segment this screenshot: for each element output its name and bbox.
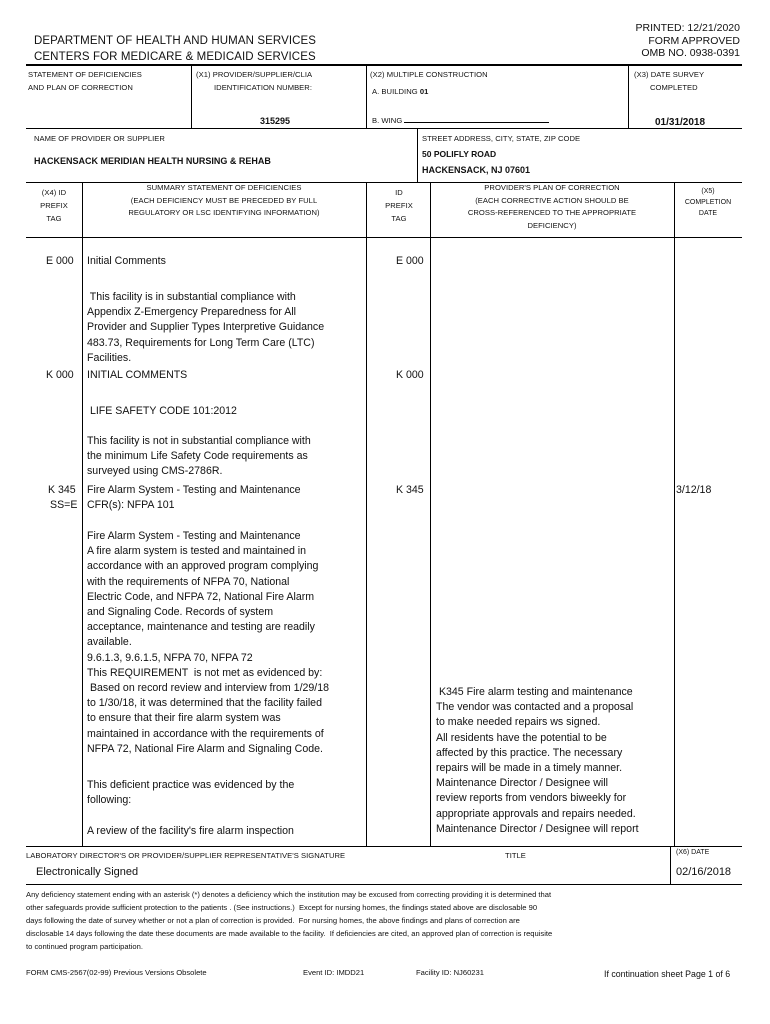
k345-text: Fire Alarm System - Testing and Maintenance A fire alarm system is tested and maintained in accordance with an approved program complying with the requirements of NFPA 70, National Electric Code, and NFPA 72, National Fire Alarm and Signaling Code. Records of system acceptance, maintenance and testing are readily available. 9.6.1.3, 9.6.1.5, NFPA 70, NFPA 72 This REQUIREMENT is not met as evidenced by: Based on record review and interview from 1/29/18 to 1/30/18, it was determined that the facility failed to ensure that their fire alarm system was maintained in accordance with the requirements of NFPA 72, National Fire Alarm and Signaling Code. xyxy=(87,530,330,755)
x1-label-2: IDENTIFICATION NUMBER: xyxy=(214,83,312,92)
sig-date-divider xyxy=(670,847,671,884)
address-line-1: 50 POLIFLY ROAD xyxy=(422,149,497,159)
tag-k345: K 345 xyxy=(48,484,76,496)
wing-blank xyxy=(404,115,549,123)
col-line-2 xyxy=(366,183,367,846)
id-header xyxy=(376,186,422,225)
tag-k345-plan: K 345 xyxy=(396,484,424,496)
x4-header-3: TAG xyxy=(46,214,62,223)
printed-block xyxy=(636,22,740,60)
sig-bottom-rule xyxy=(26,884,742,885)
col-line-4 xyxy=(674,183,675,846)
disclaimer: Any deficiency statement ending with an asterisk (*) denotes a deficiency which the institution may be excused from correcting providing it is determined that other safeguards provide sufficient protection to the patients . (See instructions.) Except for nursing homes, the findings stated above are disclosable 90 days following the date of survey whether or not a plan of correction is provided. For nursing homes, the above findings and plans of correction are disclosable 14 days following the date these documents are made available to the facility. If deficiencies are cited, an approved plan of correction is requisite to continued program participation. xyxy=(26,890,553,951)
x5-header-1: (X5) xyxy=(701,188,715,195)
x3-label-2: COMPLETED xyxy=(650,83,698,92)
col-line-3 xyxy=(430,183,431,846)
plan-header xyxy=(432,182,672,232)
stmt-label-2: AND PLAN OF CORRECTION xyxy=(28,83,133,92)
event-id xyxy=(303,968,364,977)
provider-id-number: 315295 xyxy=(260,116,291,126)
id-header-3: TAG xyxy=(391,214,407,223)
id-header-2: PREFIX xyxy=(385,201,413,210)
tag-k000-plan: K 000 xyxy=(396,369,424,381)
e000-title: Initial Comments xyxy=(87,255,166,267)
building-value: 01 xyxy=(419,87,429,96)
e000-text: This facility is in substantial compliance with Appendix Z-Emergency Preparedness for All Provider and Supplier Types Interpretive Guidance 483.73, Requirements for Long Term Care (LTC) Facilities. xyxy=(87,291,325,364)
event-id-value: IMDD21 xyxy=(336,968,365,977)
provider-label: NAME OF PROVIDER OR SUPPLIER xyxy=(34,134,165,143)
k345-title: Fire Alarm System - Testing and Maintenance CFR(s): NFPA 101 xyxy=(87,484,301,512)
plan-header-2: (EACH CORRECTIVE ACTION SHOULD BE xyxy=(475,195,629,205)
form-number: FORM CMS-2567(02-99) Previous Versions Obsolete xyxy=(26,968,207,977)
department-line: DEPARTMENT OF HEALTH AND HUMAN SERVICES xyxy=(34,35,317,47)
rule-4 xyxy=(26,237,742,238)
summary-header-2: (EACH DEFICIENCY MUST BE PRECEDED BY FULL xyxy=(130,195,318,205)
x5-header xyxy=(676,186,740,219)
omb-number: OMB NO. 0938-0391 xyxy=(641,47,740,59)
tag-k345-scope: SS=E xyxy=(50,499,78,511)
stmt-label-1: STATEMENT OF DEFICIENCIES xyxy=(28,70,142,79)
sig-date-value: 02/16/2018 xyxy=(676,866,732,878)
building-label: A. BUILDING xyxy=(372,87,418,96)
plan-header-4: DEFICIENCY) xyxy=(527,220,577,230)
k345-text-3: A review of the facility's fire alarm inspection xyxy=(87,825,294,837)
plan-header-3: CROSS-REFERENCED TO THE APPROPRIATE xyxy=(467,208,637,217)
facility-id-value: NJ60231 xyxy=(453,968,484,977)
sig-date-label: (X6) DATE xyxy=(676,849,710,856)
summary-header-1: SUMMARY STATEMENT OF DEFICIENCIES xyxy=(146,183,302,192)
id-header-1: ID xyxy=(395,188,403,197)
x5-header-3: DATE xyxy=(698,210,718,217)
top-rule xyxy=(26,64,742,66)
address-line-2: HACKENSACK, NJ 07601 xyxy=(422,165,531,175)
survey-date: 01/31/2018 xyxy=(655,117,706,128)
continuation-note: If continuation sheet Page 1 of 6 xyxy=(604,969,731,979)
x4-header-1: (X4) ID xyxy=(41,188,67,197)
vline-3 xyxy=(628,65,629,129)
completion-date: 3/12/18 xyxy=(676,484,712,496)
building-row xyxy=(372,86,428,97)
sig-top-rule xyxy=(26,846,742,847)
wing-row xyxy=(372,115,549,126)
provider-name: HACKENSACK MERIDIAN HEALTH NURSING & REHAB xyxy=(34,156,271,166)
vline-4 xyxy=(417,129,418,183)
k345-text-2: This deficient practice was evidenced by the following: xyxy=(87,779,295,807)
wing-label: B. WING xyxy=(372,116,403,125)
plan-header-1: PROVIDER'S PLAN OF CORRECTION xyxy=(484,183,620,192)
agency-line: CENTERS FOR MEDICARE & MEDICAID SERVICES xyxy=(34,51,316,63)
tag-e000-plan: E 000 xyxy=(396,255,424,267)
vline-1 xyxy=(191,65,192,129)
k000-text-1: LIFE SAFETY CODE 101:2012 xyxy=(87,405,237,417)
printed-date: PRINTED: 12/21/2020 xyxy=(635,22,740,34)
address-label: STREET ADDRESS, CITY, STATE, ZIP CODE xyxy=(422,134,581,143)
facility-id xyxy=(416,968,484,977)
signature-label: LABORATORY DIRECTOR'S OR PROVIDER/SUPPLIER REPRESENTATIVE'S SIGNATURE xyxy=(26,851,346,860)
summary-header xyxy=(84,182,364,220)
x3-label-1: (X3) DATE SURVEY xyxy=(634,70,705,79)
event-id-label: Event ID: xyxy=(303,968,335,977)
summary-header-3: REGULATORY OR LSC IDENTIFYING INFORMATION) xyxy=(128,208,320,217)
facility-id-label: Facility ID: xyxy=(416,968,452,977)
x1-label-1: (X1) PROVIDER/SUPPLIER/CLIA xyxy=(196,70,313,79)
x4-header-2: PREFIX xyxy=(40,201,68,210)
vline-2 xyxy=(366,65,367,129)
k000-title: INITIAL COMMENTS xyxy=(87,369,188,381)
form-approved: FORM APPROVED xyxy=(648,34,740,47)
x5-header-2: COMPLETION xyxy=(684,199,732,206)
col-line-1 xyxy=(82,183,83,846)
title-label: TITLE xyxy=(505,851,526,860)
k000-text-2: This facility is not in substantial compliance with the minimum Life Safety Code requirements as surveyed using CMS-2786R. xyxy=(87,435,311,478)
plan-of-correction-text: K345 Fire alarm testing and maintenance The vendor was contacted and a proposal to make needed repairs ws signed. All residents have the potential to be affected by this practice. The necessary repairs will be made in a timely manner. Maintenance Director / Designee will review reports from vendors biweekly for appropriate approvals and repairs needed. Maintenance Director / Designee will report xyxy=(436,686,639,835)
signature-value: Electronically Signed xyxy=(36,866,139,878)
x4-header xyxy=(26,186,82,225)
rule-2 xyxy=(26,128,742,129)
tag-e000: E 000 xyxy=(46,255,74,267)
x2-label: (X2) MULTIPLE CONSTRUCTION xyxy=(370,70,488,79)
tag-k000: K 000 xyxy=(46,369,74,381)
